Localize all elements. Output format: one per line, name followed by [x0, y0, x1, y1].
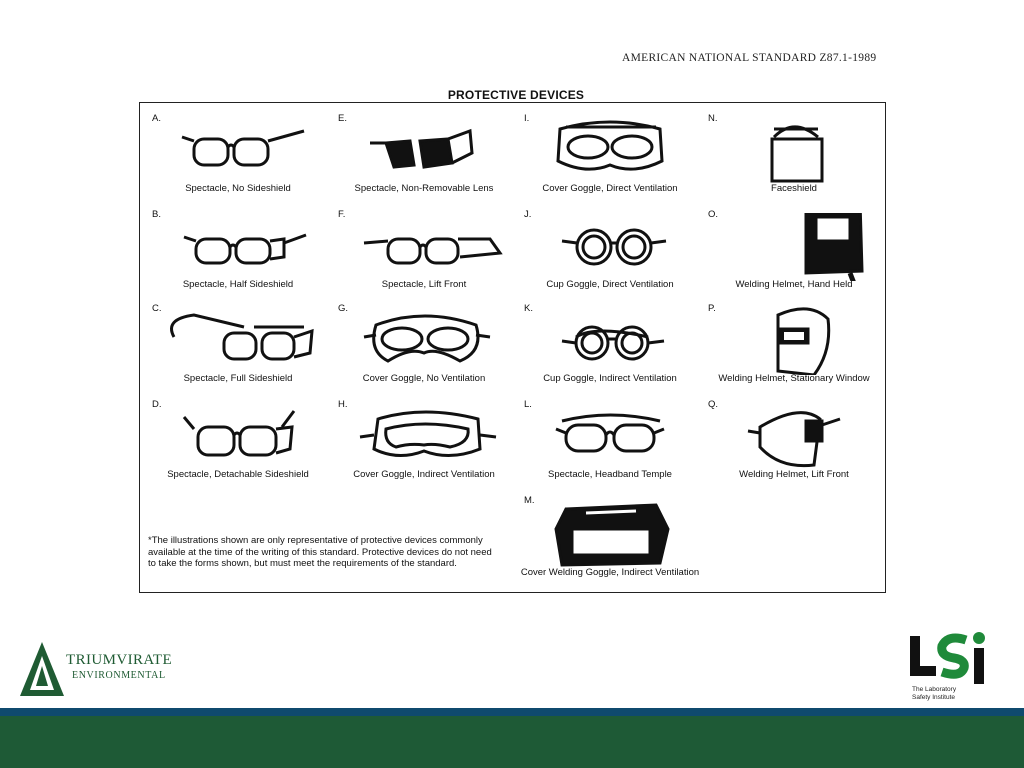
device-o: [700, 205, 888, 301]
spectacles-icon: [154, 403, 322, 471]
device-letter: P.: [708, 303, 716, 314]
device-i: [516, 109, 704, 205]
device-caption: Spectacle, Half Sideshield: [182, 279, 294, 290]
device-caption: Spectacle, Non-Removable Lens: [354, 183, 494, 194]
spectacles-icon: [340, 117, 508, 185]
footer-bar: [0, 716, 1024, 768]
device-caption: Cover Goggle, Indirect Ventilation: [353, 469, 495, 480]
device-letter: B.: [152, 209, 161, 220]
device-caption: Welding Helmet, Hand Held: [735, 279, 853, 290]
faceshield-icon: [710, 117, 878, 185]
spectacles-icon: [526, 403, 694, 471]
device-g: [330, 299, 518, 395]
device-letter: A.: [152, 113, 161, 124]
device-f: [330, 205, 518, 301]
device-c: [144, 299, 332, 395]
spectacles-icon: [154, 117, 322, 185]
device-letter: K.: [524, 303, 533, 314]
device-j: [516, 205, 704, 301]
device-a: [144, 109, 332, 205]
triumvirate-logo: [18, 640, 178, 698]
device-caption: Faceshield: [771, 183, 817, 194]
goggles-icon: [340, 307, 508, 375]
goggles-icon: [526, 117, 694, 185]
device-caption: Spectacle, Detachable Sideshield: [167, 469, 309, 480]
document-title: PROTECTIVE DEVICES: [447, 88, 585, 102]
device-letter: M.: [524, 495, 535, 506]
welding-helmet-icon: [710, 213, 878, 281]
device-q: [700, 395, 888, 491]
goggles-icon: [526, 499, 694, 567]
goggles-icon: [340, 403, 508, 471]
device-caption: Cover Goggle, Direct Ventilation: [542, 183, 678, 194]
device-letter: F.: [338, 209, 346, 220]
device-l: [516, 395, 704, 491]
device-caption: Spectacle, No Sideshield: [185, 183, 291, 194]
device-letter: I.: [524, 113, 530, 124]
device-letter: E.: [338, 113, 347, 124]
triumvirate-name: TRIUMVIRATE: [66, 652, 173, 668]
device-caption: Spectacle, Lift Front: [381, 279, 467, 290]
device-letter: G.: [338, 303, 349, 314]
spectacles-icon: [154, 213, 322, 281]
footnote: *The illustrations shown are only representative of protective devices commonly available at the time of the writing of this standard. Protective devices do not need to take the forms shown, but must meet the requirements of the standard.: [148, 535, 492, 569]
triangle-logo-icon: [18, 640, 66, 698]
device-caption: Cup Goggle, Direct Ventilation: [546, 279, 674, 290]
device-letter: Q.: [708, 399, 719, 410]
goggles-icon: [526, 213, 694, 281]
welding-helmet-icon: [710, 307, 878, 375]
device-letter: H.: [338, 399, 348, 410]
welding-helmet-icon: [710, 403, 878, 471]
goggles-icon: [526, 307, 694, 375]
device-h: [330, 395, 518, 491]
device-p: [700, 299, 888, 395]
standard-header: AMERICAN NATIONAL STANDARD Z87.1-1989: [622, 52, 877, 64]
device-letter: C.: [152, 303, 162, 314]
device-b: [144, 205, 332, 301]
device-m: [516, 491, 704, 595]
lsi-mark-icon: [908, 630, 998, 686]
device-caption: Cover Welding Goggle, Indirect Ventilation: [520, 567, 700, 578]
device-caption: Welding Helmet, Stationary Window: [718, 373, 870, 384]
device-letter: N.: [708, 113, 718, 124]
device-letter: O.: [708, 209, 719, 220]
triumvirate-subtitle: ENVIRONMENTAL: [72, 670, 166, 681]
lsi-subtitle: The Laboratory Safety Institute: [912, 686, 957, 701]
protective-devices-figure: [139, 102, 886, 593]
footer-accent-bar: [0, 708, 1024, 716]
device-caption: Spectacle, Headband Temple: [548, 469, 672, 480]
device-d: [144, 395, 332, 491]
device-caption: Cover Goggle, No Ventilation: [362, 373, 486, 384]
device-k: [516, 299, 704, 395]
device-caption: Cup Goggle, Indirect Ventilation: [543, 373, 677, 384]
spectacles-icon: [154, 307, 322, 375]
device-e: [330, 109, 518, 205]
device-letter: J.: [524, 209, 532, 220]
spectacles-icon: [340, 213, 508, 281]
device-caption: Spectacle, Full Sideshield: [183, 373, 293, 384]
device-caption: Welding Helmet, Lift Front: [739, 469, 849, 480]
device-n: [700, 109, 888, 205]
lsi-logo: [908, 630, 998, 702]
device-letter: L.: [524, 399, 532, 410]
device-letter: D.: [152, 399, 162, 410]
